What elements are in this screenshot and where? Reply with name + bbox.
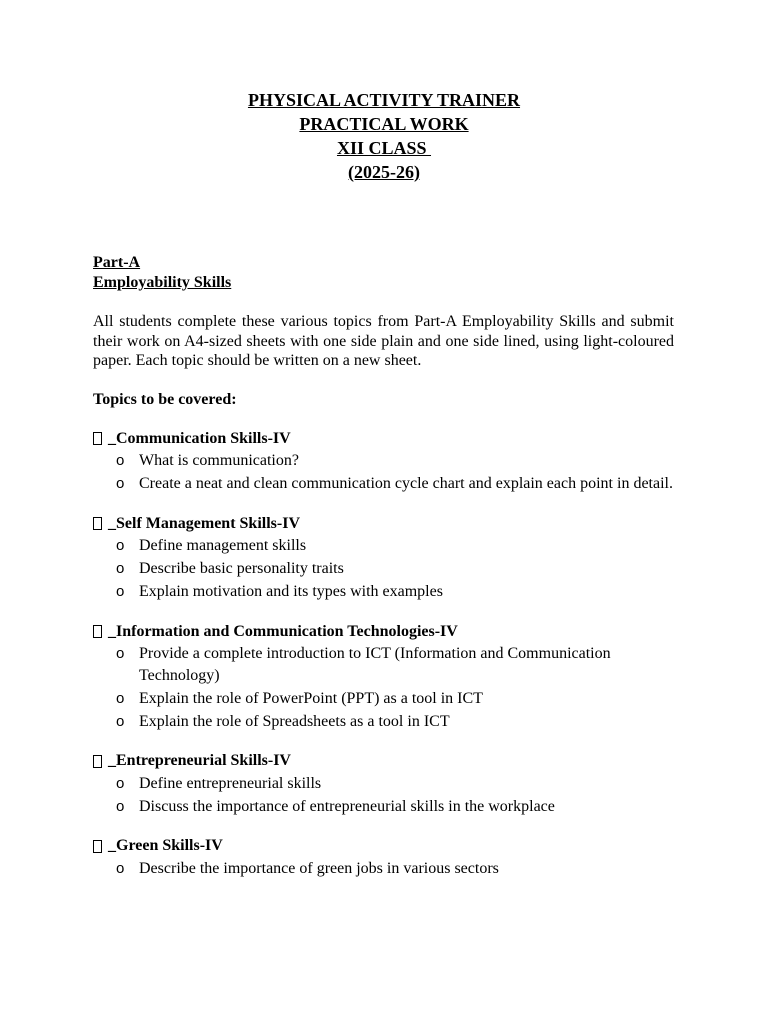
missing-glyph-box-icon (93, 432, 102, 445)
title-line-3: XII CLASS (336, 138, 432, 158)
list-item-text: Explain the role of Spreadsheets as a tool in ICT (139, 712, 450, 730)
circle-bullet-icon: o (116, 537, 125, 554)
topics-heading: Topics to be covered: (93, 390, 237, 408)
section-item-list (93, 450, 674, 495)
list-item-text: What is communication? (139, 452, 299, 469)
section-item-list (93, 535, 674, 603)
topic-section (93, 622, 674, 733)
list-item (93, 688, 674, 710)
list-item (93, 711, 674, 733)
list-item-text: Describe basic personality traits (139, 560, 344, 577)
missing-glyph-box-icon (93, 840, 102, 853)
circle-bullet-icon: o (116, 475, 125, 492)
missing-glyph-box-icon (93, 755, 102, 768)
document-title-block (0, 88, 768, 184)
list-item (93, 473, 674, 495)
circle-bullet-icon: o (116, 797, 125, 815)
section-item-list (93, 773, 674, 818)
circle-bullet-icon: o (116, 452, 125, 469)
title-underscore: _ (108, 429, 116, 447)
circle-bullet-icon: o (116, 560, 125, 577)
circle-bullet-icon: o (116, 583, 125, 600)
section-item-list (93, 858, 674, 880)
part-subject: Employability Skills (93, 274, 232, 291)
section-title (93, 514, 674, 534)
title-underscore: _ (108, 622, 116, 640)
section-title-text: Self Management Skills-IV (116, 514, 300, 532)
list-item-text: Describe the importance of green jobs in various sectors (139, 859, 499, 877)
title-line-2: PRACTICAL WORK (299, 114, 469, 134)
section-title (93, 622, 674, 642)
topic-section (93, 836, 674, 879)
title-line-1: PHYSICAL ACTIVITY TRAINER (247, 90, 521, 110)
section-title-text: Information and Communication Technologies-IV (116, 622, 458, 640)
title-underscore: _ (108, 752, 116, 769)
title-line-4: (2025-26) (348, 162, 420, 182)
intro-paragraph: All students complete these various topics from Part-A Employability Skills and submit their work on A4-sized sheets with one side plain and one side lined, using light-coloured paper. Each topic should be written on a new sheet. (93, 313, 674, 369)
title-underscore: _ (108, 514, 116, 532)
list-item (93, 581, 674, 603)
part-label: Part-A (93, 254, 141, 271)
list-item-text: Define management skills (139, 537, 307, 554)
list-item-text: Provide a complete introduction to ICT (Information and Communication Technology) (139, 645, 611, 684)
list-item-text: Define entrepreneurial skills (139, 774, 322, 792)
list-item-text: Explain the role of PowerPoint (PPT) as a tool in ICT (139, 689, 483, 707)
list-item (93, 796, 674, 818)
missing-glyph-box-icon (93, 517, 102, 530)
topic-section (93, 429, 674, 495)
circle-bullet-icon: o (116, 859, 125, 877)
topic-section (93, 751, 674, 817)
section-title (93, 751, 674, 771)
section-title (93, 836, 674, 856)
circle-bullet-icon: o (116, 774, 125, 792)
section-item-list (93, 643, 674, 732)
list-item (93, 773, 674, 795)
circle-bullet-icon: o (116, 645, 125, 662)
list-item-text: Discuss the importance of entrepreneurial skills in the workplace (139, 797, 555, 815)
list-item-text: Create a neat and clean communication cycle chart and explain each point in detail. (139, 475, 673, 492)
section-title (93, 429, 674, 449)
missing-glyph-box-icon (93, 625, 102, 638)
topic-sections (93, 429, 674, 880)
circle-bullet-icon: o (116, 712, 125, 730)
list-item (93, 535, 674, 557)
section-title-text: Entrepreneurial Skills-IV (116, 752, 291, 769)
document-body (93, 253, 674, 879)
list-item (93, 558, 674, 580)
list-item (93, 858, 674, 880)
list-item-text: Explain motivation and its types with examples (139, 583, 443, 600)
section-title-text: Communication Skills-IV (116, 429, 291, 447)
list-item (93, 643, 674, 686)
list-item (93, 450, 674, 472)
topic-section (93, 514, 674, 603)
circle-bullet-icon: o (116, 689, 125, 707)
section-title-text: Green Skills-IV (116, 837, 223, 854)
title-underscore: _ (108, 837, 116, 854)
